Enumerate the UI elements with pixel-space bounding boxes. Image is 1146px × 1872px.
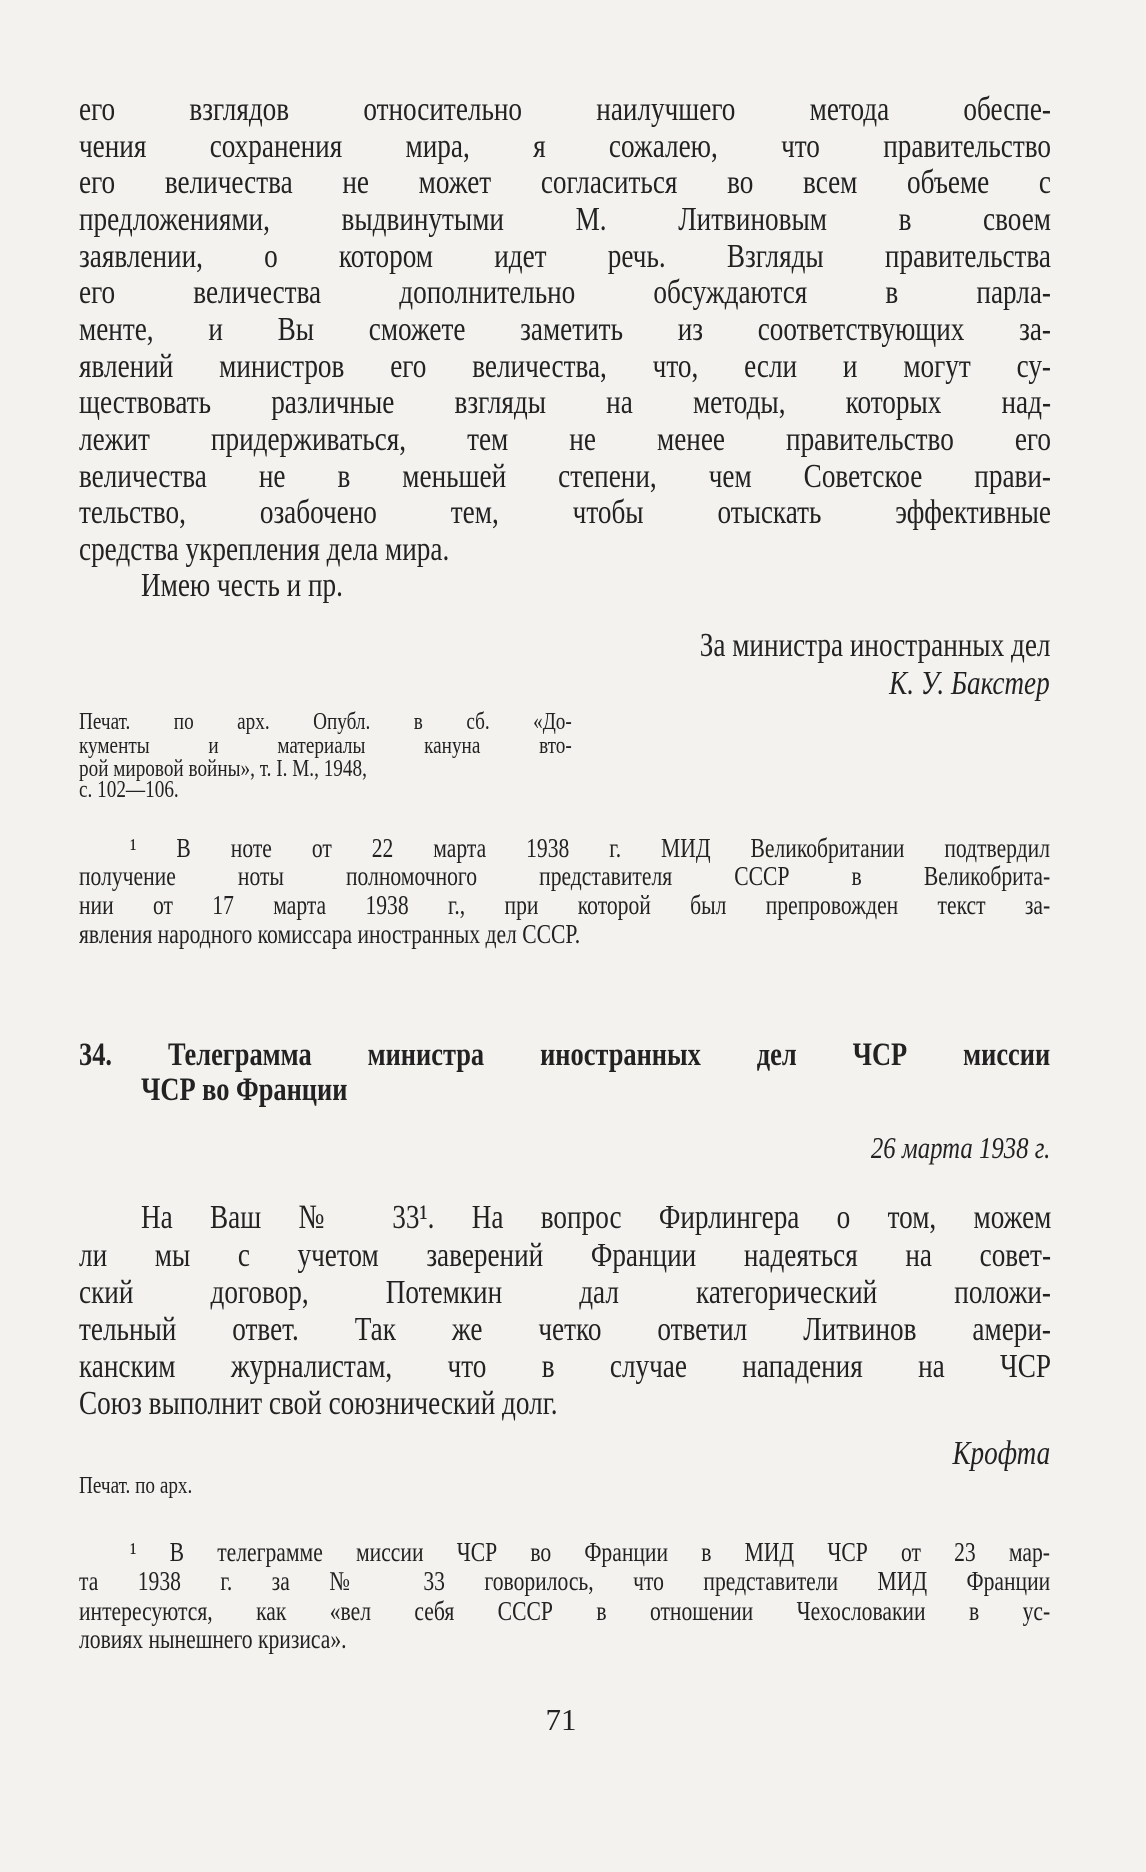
page-number: 71	[545, 1702, 577, 1737]
footnote-line: ¹ В ноте от 22 марта 1938 г. МИД Великобритании подтвердил	[130, 833, 1050, 863]
footnote-line: та 1938 г. за № 33 говорилось, что представители МИД Франции	[79, 1566, 1051, 1596]
body-line: его величества дополнительно обсуждаются в парла-	[79, 274, 1051, 311]
body-line: заявлении, о котором идет речь. Взгляды правительства	[79, 238, 1051, 275]
footnote-line: нии от 17 марта 1938 г., при которой был препровожден текст за-	[79, 890, 1051, 920]
body-line: чения сохранения мира, я сожалею, что правительство	[79, 128, 1051, 165]
body-line: его взглядов относительно наилучшего метода обеспе-	[79, 91, 1051, 128]
footnote-line: ловиях нынешнего кризиса».	[79, 1624, 347, 1654]
document-date: 26 марта 1938 г.	[870, 1130, 1050, 1165]
footnote-line: ¹ В телеграмме миссии ЧСР во Франции в МИД ЧСР от 23 мар-	[130, 1537, 1050, 1567]
body-line: На Ваш № 33¹. На вопрос Фирлингера о том, можем	[141, 1199, 1052, 1236]
signature-name: Крофта	[952, 1435, 1050, 1472]
body-line: тельный ответ. Так же четко ответил Литвинов амери-	[79, 1311, 1051, 1348]
footnote-line: интересуются, как «вел себя СССР в отношении Чехословакии в ус-	[79, 1596, 1051, 1626]
source-line: рой мировой войны», т. I. М., 1948,	[79, 756, 367, 782]
body-line: его величества не может согласиться во всем объеме с	[79, 164, 1051, 201]
closing-text: Имею честь и пр.	[141, 567, 343, 604]
signature-title: За министра иностранных дел	[699, 627, 1050, 664]
footnote-line: явления народного комиссара иностранных дел СССР.	[79, 919, 581, 949]
body-line: менте, и Вы сможете заметить из соответствующих за-	[79, 311, 1051, 348]
body-line: явлений министров его величества, что, если и могут су-	[79, 348, 1051, 385]
body-line: предложениями, выдвинутыми М. Литвиновым в своем	[79, 201, 1051, 238]
signature-name: К. У. Бакстер	[889, 665, 1050, 702]
body-line: Союз выполнит свой союзнический долг.	[79, 1385, 558, 1422]
body-line: величества не в меньшей степени, чем Советское прави-	[79, 458, 1051, 495]
body-line: ский договор, Потемкин дал категорический положи-	[79, 1274, 1051, 1311]
body-line: тельство, озабочено тем, чтобы отыскать эффективные	[79, 494, 1051, 531]
body-line: ли мы с учетом заверений Франции надеяться на совет-	[79, 1237, 1051, 1274]
source-line: Печат. по арх. Опубл. в сб. «До-	[79, 709, 572, 735]
document-heading: ЧСР во Франции	[141, 1072, 348, 1108]
source-line: с. 102—106.	[79, 777, 179, 803]
body-line: лежит придерживаться, тем не менее правительство его	[79, 421, 1051, 458]
body-line: средства укрепления дела мира.	[79, 531, 450, 568]
body-line: канским журналистам, что в случае нападения на ЧСР	[79, 1348, 1051, 1385]
source-line: кументы и материалы кануна вто-	[79, 733, 572, 759]
footnote-line: получение ноты полномочного представителя СССР в Великобрита-	[79, 861, 1051, 891]
source-note: Печат. по арх.	[79, 1473, 193, 1499]
body-line: ществовать различные взгляды на методы, которых над-	[79, 384, 1051, 421]
document-heading: 34. Телеграмма министра иностранных дел ЧСР миссии	[79, 1037, 1051, 1073]
